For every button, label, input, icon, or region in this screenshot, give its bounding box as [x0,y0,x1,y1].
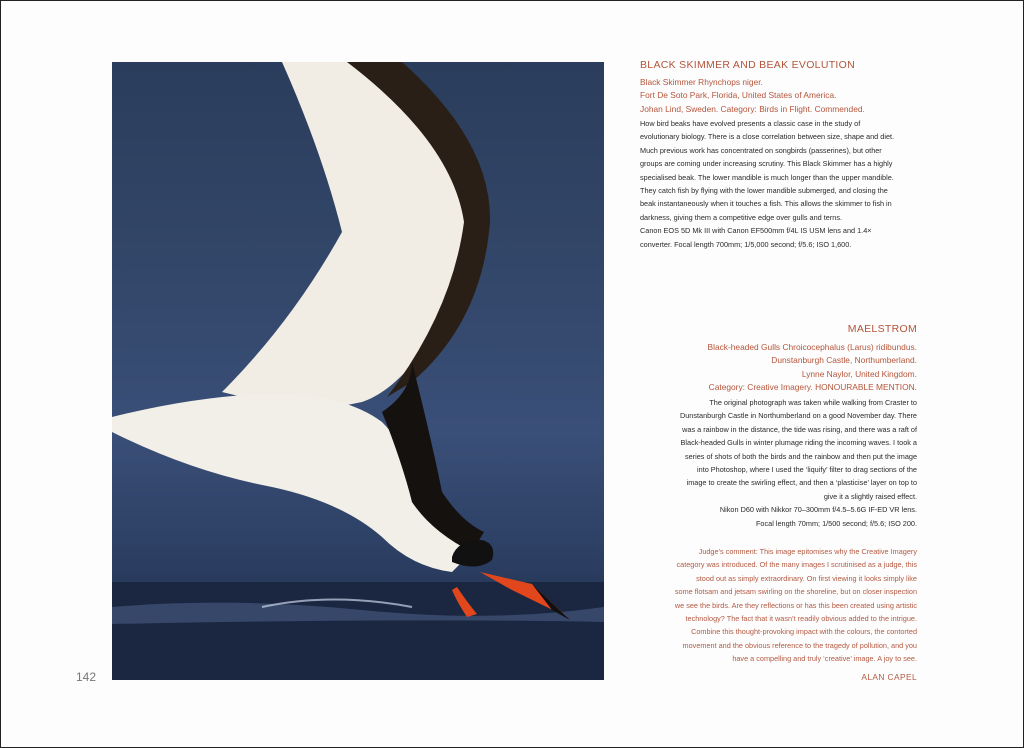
text-line: How bird beaks have evolved presents a classic case in the study of [640,119,861,128]
text-line: Combine this thought-provoking impact with the colours, the contorted [691,627,917,637]
text-line: beak instantaneously when it touches a fish. This allows the skimmer to fish in [640,199,892,209]
judge-name: ALAN CAPEL [861,672,917,682]
entry2-caption [708,341,918,395]
text-line: Black-headed Gulls Chroicocephalus (Larus) ridibundus. [707,342,917,352]
text-line: into Photoshop, where I used the ‘liquify’ filter to drag sections of the [697,464,917,474]
text-line: Focal length 70mm; 1/500 second; f/5.6; ISO 200. [755,518,917,528]
black-skimmer-photo [112,62,604,680]
text-line: some flotsam and jetsam swirling on the shoreline, but on closer inspection [674,587,917,597]
entry1-caption [640,76,865,116]
text-line: give it a slightly raised effect. [823,491,917,501]
text-line: Black Skimmer Rhynchops niger. [640,77,763,87]
text-line: stood out as simply extraordinary. On first viewing it looks simply like [696,573,917,583]
text-line: technology? The fact that it wasn’t readily obvious added to the intrigue. [685,613,917,623]
text-line: Dunstanburgh Castle, Northumberland. [771,355,917,366]
text-line: Lynne Naylor, United Kingdom. [801,368,917,379]
text-line: Judge’s comment: This image epitomises why the Creative Imagery [698,547,917,556]
page-number: 142 [76,670,97,684]
entry2-body [680,396,917,530]
text-line: Dunstanburgh Castle in Northumberland on a good November day. There [679,411,917,421]
text-line: Canon EOS 5D Mk III with Canon EF500mm f/4L IS USM lens and 1.4× [640,226,872,236]
text-line: The original photograph was taken while walking from Craster to [709,398,917,407]
text-line: movement and the obvious reference to the tragedy of pollution, and you [682,640,917,650]
text-line: groups are coming under increasing scrutiny. This Black Skimmer has a highly [640,159,893,169]
text-line: Black-headed Gulls in winter plumage riding the incoming waves. I took a [680,438,917,448]
entry2-title: MAELSTROM [847,323,917,335]
text-line: They catch fish by flying with the lower mandible submerged, and closing the [640,185,888,195]
text-line: converter. Focal length 700mm; 1/5,000 second; f/5.6; ISO 1,600. [640,239,852,249]
text-line: Much previous work has concentrated on songbirds (passerines), but other [640,145,882,155]
text-line: image to create the swirling effect, and then a ‘plasticise’ layer on top to [686,478,917,488]
text-line: specialised beak. The lower mandible is much longer than the upper mandible. [640,172,894,182]
text-line: darkness, giving them a competitive edge over gulls and terns. [640,212,842,222]
text-line: have a compelling and truly ‘creative’ image. A joy to see. [732,654,917,664]
text-line: we see the birds. Are they reflections or has this been created using artistic [674,600,917,610]
text-line: Fort De Soto Park, Florida, United States of America. [640,90,837,101]
text-line: Category: Creative Imagery. HONOURABLE MENTION. [708,382,917,393]
text-line: series of shots of both the birds and the rainbow and then put the image [684,451,917,461]
text-line: Nikon D60 with Nikkor 70–300mm f/4.5–5.6G IF-ED VR lens. [719,505,917,515]
text-line: was a rainbow in the distance, the tide was rising, and there was a raft of [682,424,917,434]
entry1-title: BLACK SKIMMER AND BEAK EVOLUTION [640,59,855,71]
text-line: Johan Lind, Sweden. Category: Birds in Flight. Commended. [640,103,865,114]
judge-comment [675,545,917,666]
text-line: category was introduced. Of the many images I scrutinised as a judge, this [676,560,917,570]
entry1-body [640,117,894,251]
text-line: evolutionary biology. There is a close correlation between size, shape and diet. [640,132,895,142]
